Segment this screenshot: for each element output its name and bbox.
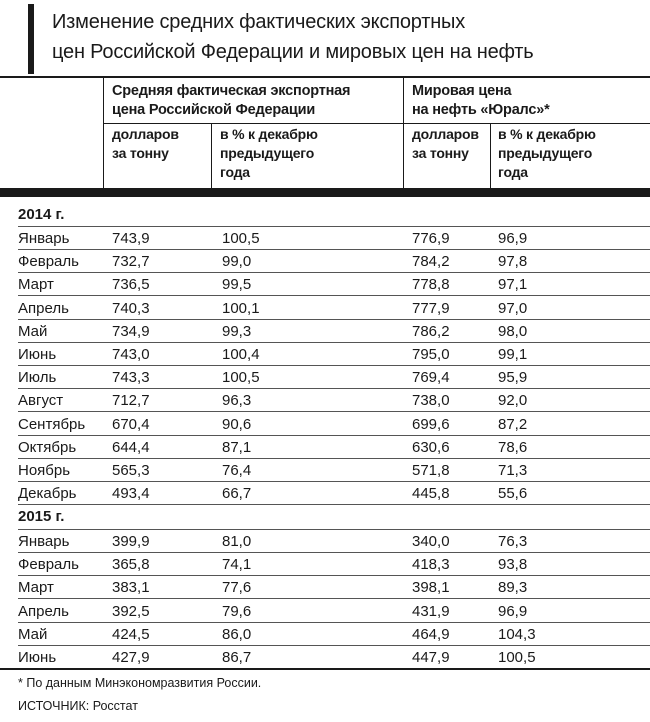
russia-usd-cell: 736,5 — [112, 276, 150, 294]
russia-usd-cell: 734,9 — [112, 322, 150, 340]
row-separator — [18, 504, 650, 505]
header-divider-sub2 — [490, 124, 491, 188]
month-cell: Сентябрь — [18, 415, 86, 433]
header-divider-mid — [403, 76, 404, 188]
title-block — [0, 0, 650, 76]
russia-pct-cell: 66,7 — [222, 485, 252, 503]
header-divider-left — [103, 76, 104, 188]
russia-usd-cell: 427,9 — [112, 649, 150, 666]
russia-pct-cell: 79,6 — [222, 602, 252, 620]
urals-pct-cell: 98,0 — [498, 322, 528, 340]
month-cell: Май — [18, 322, 48, 340]
group-header-urals-line-2: на нефть «Юралс»* — [412, 102, 550, 118]
russia-usd-cell: 493,4 — [112, 485, 150, 503]
table-row — [0, 600, 650, 623]
russia-usd-cell: 644,4 — [112, 438, 150, 456]
urals-pct-cell: 97,8 — [498, 253, 528, 271]
table-row — [0, 576, 650, 599]
urals-usd-cell: 795,0 — [412, 346, 450, 363]
month-cell: Декабрь — [18, 485, 77, 503]
urals-usd-cell: 418,3 — [412, 556, 450, 574]
urals-usd-cell: 784,2 — [412, 253, 450, 271]
month-cell: Март — [18, 276, 54, 294]
urals-pct-cell: 99,1 — [498, 346, 528, 363]
table-row — [0, 297, 650, 320]
page-title-line-1: Изменение средних фактических экспортных — [52, 11, 466, 33]
title-accent-bar — [28, 4, 34, 74]
urals-usd-cell: 786,2 — [412, 322, 450, 340]
urals-usd-cell: 738,0 — [412, 392, 450, 410]
russia-pct-cell: 77,6 — [222, 579, 252, 597]
source-note: ИСТОЧНИК: Росстат — [18, 699, 138, 713]
month-cell: Август — [18, 392, 64, 410]
russia-pct-cell: 86,7 — [222, 649, 252, 666]
month-cell: Апрель — [18, 602, 69, 620]
russia-pct-cell: 87,1 — [222, 438, 252, 456]
urals-pct-cell: 92,0 — [498, 392, 528, 410]
subheader-urals-pct — [498, 125, 596, 182]
urals-pct-cell: 97,1 — [498, 276, 528, 294]
subheader-line: предыдущего — [220, 145, 315, 161]
table-top-border — [0, 76, 650, 78]
russia-usd-cell: 392,5 — [112, 602, 150, 620]
urals-usd-cell: 699,6 — [412, 415, 450, 433]
russia-usd-cell: 399,9 — [112, 533, 150, 550]
page-title-line-2: цен Российской Федерации и мировых цен на нефть — [52, 41, 534, 63]
table-row — [0, 553, 650, 576]
urals-pct-cell: 71,3 — [498, 462, 528, 479]
subheader-line: в % к декабрю — [498, 126, 596, 142]
month-cell: Февраль — [18, 556, 79, 574]
russia-usd-cell: 565,3 — [112, 462, 150, 479]
month-cell: Январь — [18, 533, 70, 550]
urals-pct-cell: 93,8 — [498, 556, 528, 574]
urals-usd-cell: 464,9 — [412, 625, 450, 643]
subheader-line: долларов — [112, 126, 179, 142]
month-cell: Июнь — [18, 649, 57, 666]
group-header-urals — [412, 82, 550, 120]
month-cell: Ноябрь — [18, 462, 71, 479]
russia-pct-cell: 100,5 — [222, 230, 260, 247]
group-underline-russia — [104, 123, 403, 124]
subheader-line: предыдущего — [498, 145, 593, 161]
month-cell: Февраль — [18, 253, 79, 271]
subheader-russia-usd — [112, 125, 179, 163]
urals-pct-cell: 76,3 — [498, 533, 528, 550]
table-row — [0, 343, 650, 366]
urals-usd-cell: 571,8 — [412, 462, 450, 479]
russia-usd-cell: 424,5 — [112, 625, 150, 643]
footnote: * По данным Минэкономразвития России. — [18, 676, 262, 690]
table-row — [0, 530, 650, 553]
russia-pct-cell: 99,5 — [222, 276, 252, 294]
urals-pct-cell: 89,3 — [498, 579, 528, 597]
urals-pct-cell: 96,9 — [498, 602, 528, 620]
russia-pct-cell: 74,1 — [222, 556, 252, 574]
russia-usd-cell: 743,9 — [112, 230, 150, 247]
table-row — [0, 482, 650, 505]
subheader-line: за тонну — [412, 145, 469, 161]
urals-usd-cell: 398,1 — [412, 579, 450, 597]
russia-usd-cell: 383,1 — [112, 579, 150, 597]
table-row — [0, 413, 650, 436]
russia-usd-cell: 365,8 — [112, 556, 150, 574]
subheader-line: долларов — [412, 126, 479, 142]
header-bottom-thick-border — [0, 188, 650, 197]
year-label-2015: 2015 г. — [18, 508, 65, 525]
month-cell: Июнь — [18, 346, 57, 363]
urals-usd-cell: 447,9 — [412, 649, 450, 666]
urals-usd-cell: 445,8 — [412, 485, 450, 503]
urals-pct-cell: 97,0 — [498, 299, 528, 317]
subheader-line: года — [498, 164, 528, 180]
urals-usd-cell: 431,9 — [412, 602, 450, 620]
urals-pct-cell: 96,9 — [498, 230, 528, 247]
table-row — [0, 436, 650, 459]
russia-pct-cell: 99,3 — [222, 322, 252, 340]
header-divider-sub1 — [211, 124, 212, 188]
russia-pct-cell: 96,3 — [222, 392, 252, 410]
month-cell: Июль — [18, 369, 57, 387]
group-underline-urals — [404, 123, 650, 124]
russia-usd-cell: 743,0 — [112, 346, 150, 363]
month-cell: Март — [18, 579, 54, 597]
month-cell: Апрель — [18, 299, 69, 317]
urals-usd-cell: 769,4 — [412, 369, 450, 387]
month-cell: Январь — [18, 230, 70, 247]
month-cell: Октябрь — [18, 438, 77, 456]
urals-usd-cell: 630,6 — [412, 438, 450, 456]
table-bottom-border — [0, 668, 650, 670]
russia-pct-cell: 99,0 — [222, 253, 252, 271]
subheader-urals-usd — [412, 125, 479, 163]
russia-pct-cell: 90,6 — [222, 415, 252, 433]
subheader-line: в % к декабрю — [220, 126, 318, 142]
urals-usd-cell: 776,9 — [412, 230, 450, 247]
table-row — [0, 320, 650, 343]
urals-pct-cell: 55,6 — [498, 485, 528, 503]
russia-pct-cell: 76,4 — [222, 462, 252, 479]
urals-pct-cell: 104,3 — [498, 625, 536, 643]
urals-pct-cell: 87,2 — [498, 415, 528, 433]
russia-usd-cell: 743,3 — [112, 369, 150, 387]
russia-pct-cell: 100,1 — [222, 299, 260, 317]
year-label-2014: 2014 г. — [18, 206, 65, 223]
table-row — [0, 389, 650, 412]
table-row — [0, 250, 650, 273]
subheader-line: года — [220, 164, 250, 180]
table-row — [0, 459, 650, 482]
group-header-urals-line-1: Мировая цена — [412, 83, 512, 99]
table-row — [0, 273, 650, 296]
russia-usd-cell: 732,7 — [112, 253, 150, 271]
table-row — [0, 366, 650, 389]
russia-pct-cell: 81,0 — [222, 533, 252, 550]
urals-pct-cell: 100,5 — [498, 649, 536, 666]
russia-pct-cell: 100,4 — [222, 346, 260, 363]
russia-pct-cell: 100,5 — [222, 369, 260, 387]
subheader-line: за тонну — [112, 145, 169, 161]
group-header-russia — [112, 82, 350, 120]
price-table — [0, 76, 650, 686]
urals-pct-cell: 95,9 — [498, 369, 528, 387]
russia-usd-cell: 712,7 — [112, 392, 150, 410]
urals-usd-cell: 777,9 — [412, 299, 450, 317]
table-row — [0, 646, 650, 669]
russia-pct-cell: 86,0 — [222, 625, 252, 643]
group-header-russia-line-2: цена Российской Федерации — [112, 102, 316, 118]
table-row — [0, 623, 650, 646]
russia-usd-cell: 740,3 — [112, 299, 150, 317]
urals-usd-cell: 340,0 — [412, 533, 450, 550]
table-row — [0, 227, 650, 250]
urals-usd-cell: 778,8 — [412, 276, 450, 294]
subheader-russia-pct — [220, 125, 318, 182]
group-header-russia-line-1: Средняя фактическая экспортная — [112, 83, 351, 99]
russia-usd-cell: 670,4 — [112, 415, 150, 433]
urals-pct-cell: 78,6 — [498, 438, 528, 456]
month-cell: Май — [18, 625, 48, 643]
